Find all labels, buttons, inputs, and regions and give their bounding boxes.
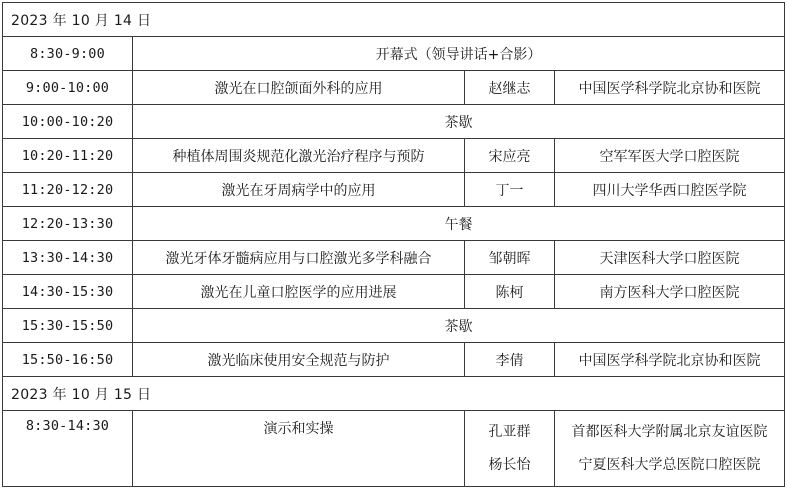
schedule-row	[3, 207, 785, 241]
institution: 中国医学科学院北京协和医院	[555, 343, 785, 377]
speaker-list	[465, 411, 555, 487]
session-title: 午餐	[133, 207, 785, 241]
time-slot: 8:30-9:00	[3, 37, 133, 71]
time-slot: 9:00-10:00	[3, 71, 133, 105]
time-slot: 10:00-10:20	[3, 105, 133, 139]
talk-topic: 种植体周围炎规范化激光治疗程序与预防	[133, 139, 465, 173]
date-row	[3, 3, 785, 37]
talk-topic: 激光在儿童口腔医学的应用进展	[133, 275, 465, 309]
session-title: 茶歇	[133, 309, 785, 343]
talk-topic: 激光临床使用安全规范与防护	[133, 343, 465, 377]
institution: 空军军医大学口腔医院	[555, 139, 785, 173]
institution: 天津医科大学口腔医院	[555, 241, 785, 275]
time-slot: 12:20-13:30	[3, 207, 133, 241]
schedule-row	[3, 241, 785, 275]
institution: 宁夏医科大学总医院口腔医院	[578, 457, 761, 473]
institution: 南方医科大学口腔医院	[555, 275, 785, 309]
date-row	[3, 377, 785, 411]
schedule-row	[3, 105, 785, 139]
institution: 中国医学科学院北京协和医院	[555, 71, 785, 105]
speaker-name: 李倩	[465, 343, 555, 377]
time-slot: 10:20-11:20	[3, 139, 133, 173]
session-title: 茶歇	[133, 105, 785, 139]
schedule-row	[3, 37, 785, 71]
speaker-name: 邹朝晖	[465, 241, 555, 275]
schedule-row	[3, 343, 785, 377]
date-heading: 2023 年 10 月 14 日	[3, 3, 785, 37]
speaker-name: 孔亚群	[488, 424, 531, 440]
institution: 四川大学华西口腔医学院	[555, 173, 785, 207]
date-heading: 2023 年 10 月 15 日	[3, 377, 785, 411]
time-slot: 11:20-12:20	[3, 173, 133, 207]
speaker-name: 丁一	[465, 173, 555, 207]
schedule-row	[3, 173, 785, 207]
talk-topic: 激光在口腔颌面外科的应用	[133, 71, 465, 105]
time-slot: 14:30-15:30	[3, 275, 133, 309]
talk-topic: 激光牙体牙髓病应用与口腔激光多学科融合	[133, 241, 465, 275]
talk-topic: 演示和实操	[133, 411, 465, 487]
institution-list	[555, 411, 785, 487]
talk-topic: 激光在牙周病学中的应用	[133, 173, 465, 207]
schedule-row	[3, 411, 785, 487]
speaker-name: 赵继志	[465, 71, 555, 105]
session-title: 开幕式（领导讲话+合影）	[133, 37, 785, 71]
schedule-row	[3, 71, 785, 105]
time-slot: 15:30-15:50	[3, 309, 133, 343]
schedule-row	[3, 275, 785, 309]
schedule-row	[3, 309, 785, 343]
time-slot: 13:30-14:30	[3, 241, 133, 275]
time-slot: 15:50-16:50	[3, 343, 133, 377]
speaker-name: 陈柯	[465, 275, 555, 309]
schedule-table	[2, 2, 785, 487]
speaker-name: 宋应亮	[465, 139, 555, 173]
time-slot: 8:30-14:30	[3, 411, 133, 487]
speaker-name: 杨长怡	[488, 457, 531, 473]
institution: 首都医科大学附属北京友谊医院	[571, 424, 768, 440]
schedule-row	[3, 139, 785, 173]
